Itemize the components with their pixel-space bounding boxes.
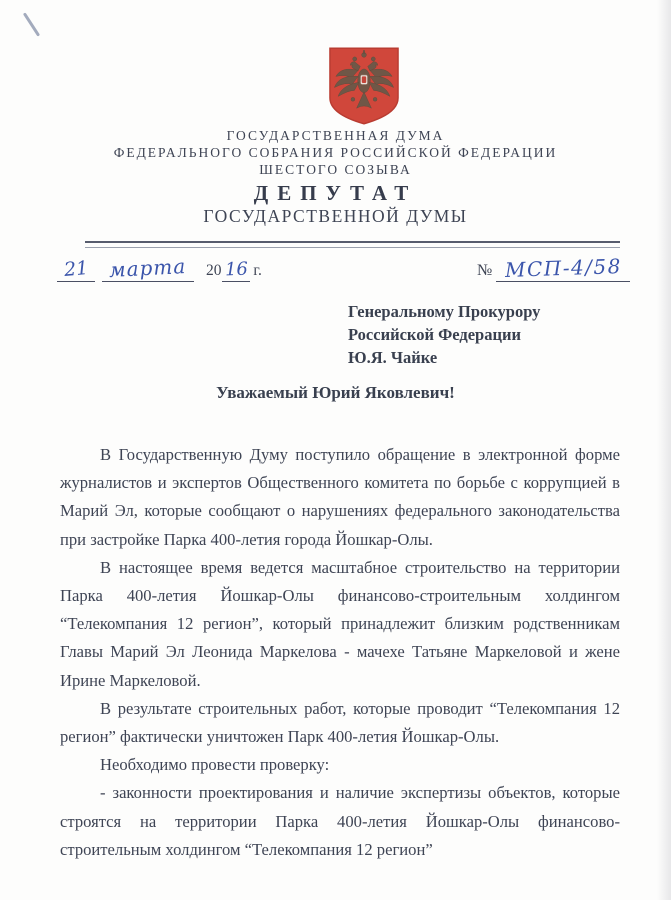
date-day-handwritten: 21 <box>62 256 90 282</box>
addressee-line-1: Генеральному Прокурору <box>348 302 541 321</box>
salutation: Уважаемый Юрий Яковлевич! <box>216 383 455 402</box>
header-double-rule <box>85 241 620 248</box>
letter-body <box>60 441 620 864</box>
date-month-handwritten: марта <box>108 253 188 283</box>
doc-number-field <box>496 253 630 283</box>
coat-of-arms <box>327 46 401 126</box>
date-row <box>57 253 262 283</box>
doc-number-row <box>477 253 630 283</box>
date-year-field <box>222 259 251 282</box>
addressee-line-3: Ю.Я. Чайке <box>348 348 438 367</box>
date-month-field <box>102 253 194 283</box>
date-day-field <box>57 258 95 282</box>
body-paragraph: В Государственную Думу поступило обращение в электронной форме журналистов и экспертов Общественного комитета по борьбе с коррупцией в Марий Эл, которые сообщают о нарушениях федерального законодательства при застройке Парка 400-летия города Йошкар-Олы. <box>60 445 620 549</box>
body-paragraph: В настоящее время ведется масштабное строительство на территории Парка 400-летия Йошкар-Олы финансово-строительным холдингом “Телекомпания 12 регион”, который принадлежит близким родственникам Главы Марий Эл Леонида Маркелова - мачехе Татьяне Маркеловой и жене Ирине Маркеловой. <box>60 557 620 690</box>
header-title-deputy: ДЕПУТАТ <box>253 181 418 205</box>
doc-number-handwritten: МСП-4/58 <box>504 253 623 283</box>
doc-number-sign: № <box>477 262 493 279</box>
header-title-duma: ГОСУДАРСТВЕННОЙ ДУМЫ <box>203 206 468 226</box>
double-headed-eagle-icon <box>327 46 401 126</box>
body-paragraph: В результате строительных работ, которые проводит “Телекомпания 12 регион” фактически уничтожен Парк 400-летия Йошкар-Олы. <box>60 698 620 747</box>
addressee-line-2: Российской Федерации <box>348 325 521 344</box>
header-org-line-1: ГОСУДАРСТВЕННАЯ ДУМА <box>226 128 445 143</box>
date-year-suffix: г. <box>253 262 262 279</box>
body-paragraph: Необходимо провести проверку: <box>100 755 330 775</box>
date-year-handwritten: 16 <box>224 258 248 281</box>
scan-pen-mark <box>23 12 40 36</box>
date-century-printed: 20 <box>206 262 222 279</box>
header-org-line-2: ФЕДЕРАЛЬНОГО СОБРАНИЯ РОССИЙСКОЙ ФЕДЕРАЦИИ <box>113 145 558 160</box>
body-paragraph: - законности проектирования и наличие экспертизы объектов, которые строятся на территории Парка 400-летия Йошкар-Олы финансово-строительным холдингом “Телекомпания 12 регион” <box>60 783 620 859</box>
header-org-line-3: ШЕСТОГО СОЗЫВА <box>259 162 412 177</box>
addressee-block <box>348 300 540 369</box>
